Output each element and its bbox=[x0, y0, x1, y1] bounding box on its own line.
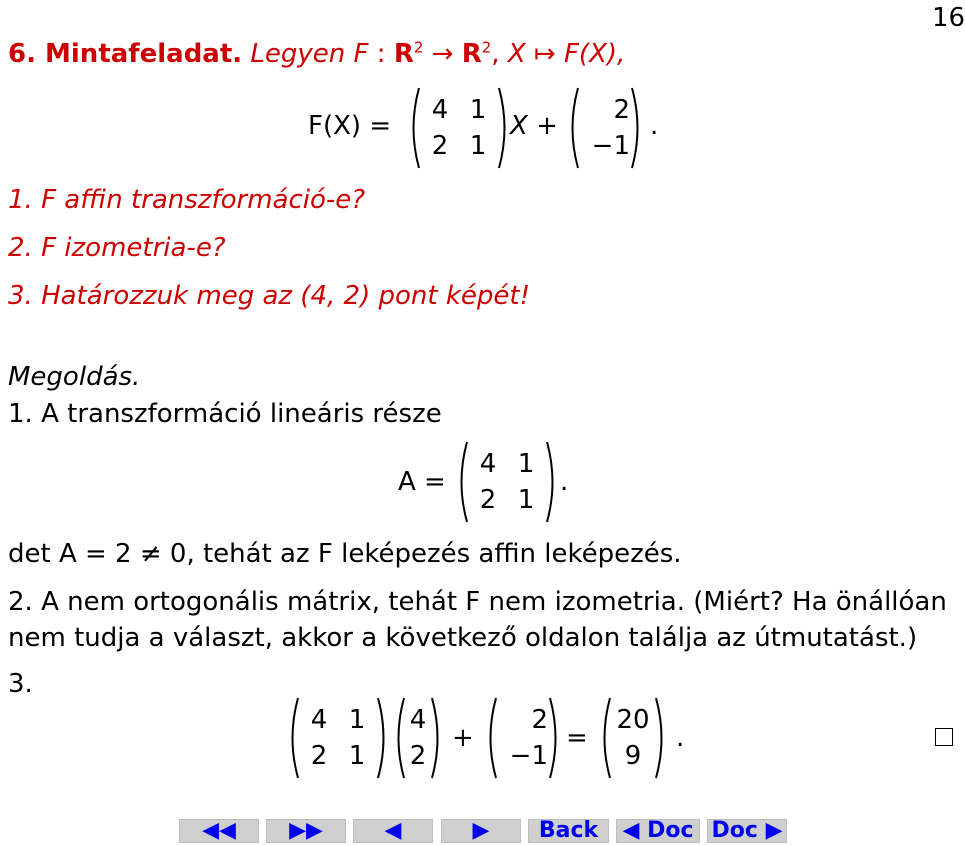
solution-step-1: 1. A transzformáció lineáris része bbox=[8, 399, 442, 429]
a-lhs: A = bbox=[398, 467, 446, 497]
definition-lhs: F(X) = bbox=[308, 111, 392, 141]
step-2-line-1: 2. A nem ortogonális mátrix, tehát F nem izometria. (Miért? Ha önállóan bbox=[8, 587, 947, 617]
right-paren bbox=[497, 86, 511, 170]
next-page-button[interactable]: ▶ bbox=[441, 819, 521, 843]
next-doc-button[interactable]: Doc ▶ bbox=[707, 819, 787, 843]
back-button[interactable]: Back bbox=[528, 819, 609, 843]
page-number: 16 bbox=[932, 3, 965, 33]
step-2-line-2: nem tudja a választ, akkor a következő oldalon találja az útmutatást.) bbox=[8, 623, 918, 653]
problem-label: 6. Mintafeladat. bbox=[8, 39, 243, 69]
calc-result: 20 9 bbox=[598, 696, 668, 780]
definition-matrix: 4 1 2 1 bbox=[407, 86, 511, 170]
question-2: 2. F izometria-e? bbox=[8, 233, 226, 263]
a-matrix: 4 1 2 1 bbox=[455, 440, 559, 524]
calc-vector: 2 −1 bbox=[484, 696, 562, 780]
step-3-label: 3. bbox=[8, 669, 33, 699]
left-paren bbox=[407, 86, 421, 170]
previous-doc-button[interactable]: ◀ Doc bbox=[616, 819, 700, 843]
definition-vector: 2 −1 bbox=[566, 86, 644, 170]
calc-point: 4 2 bbox=[392, 696, 444, 780]
first-page-button[interactable]: ◀◀ bbox=[179, 819, 259, 843]
determinant-line: det A = 2 ≠ 0, tehát az F leképezés affin leképezés. bbox=[8, 539, 682, 569]
problem-title: 6. Mintafeladat. Legyen F : $R^2 \to R^2$, X ↦ F(X), bbox=[8, 38, 626, 69]
calc-matrix: 4 1 2 1 bbox=[286, 696, 390, 780]
question-1: 1. F affin transzformáció-e? bbox=[8, 185, 366, 215]
last-page-button[interactable]: ▶▶ bbox=[266, 819, 346, 843]
question-3: 3. Határozzuk meg az (4, 2) pont képét! bbox=[8, 281, 530, 311]
solution-heading: Megoldás. bbox=[8, 362, 141, 392]
qed-box bbox=[935, 728, 953, 746]
previous-page-button[interactable]: ◀ bbox=[353, 819, 433, 843]
